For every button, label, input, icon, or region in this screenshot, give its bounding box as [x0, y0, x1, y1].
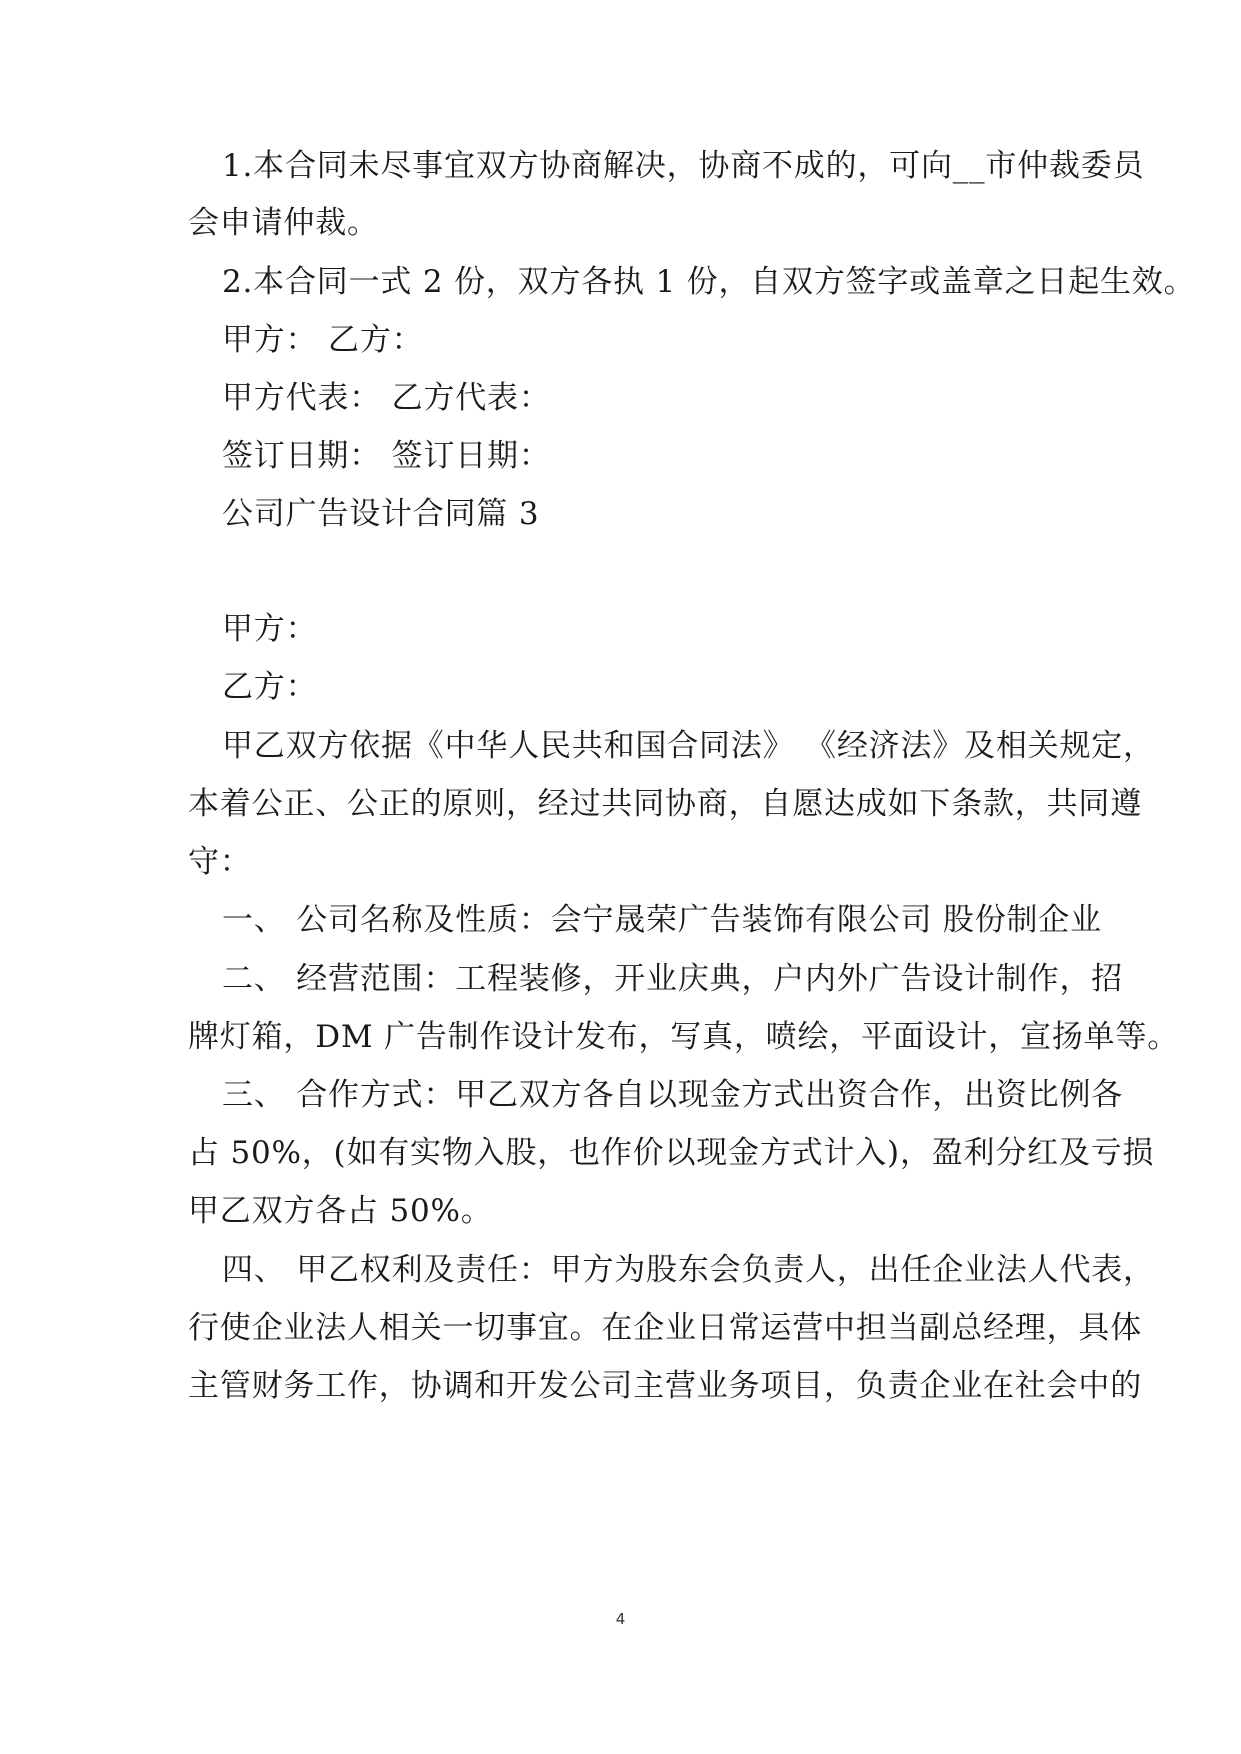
- party-signature-line: 甲方： 乙方：: [222, 322, 424, 358]
- preamble-line-1: 甲乙双方依据《中华人民共和国合同法》 《经济法》及相关规定，: [222, 728, 1155, 764]
- party-b-label: 乙方：: [222, 669, 318, 705]
- preamble-line-3: 守：: [188, 844, 252, 880]
- article-1: 一、 公司名称及性质：会宁晟荣广告装饰有限公司 股份制企业: [222, 902, 1102, 938]
- article-3-line-1: 三、 合作方式：甲乙双方各自以现金方式出资合作，出资比例各: [222, 1077, 1124, 1113]
- signing-date-line: 签订日期： 签订日期：: [222, 438, 551, 474]
- article-4-line-2: 行使企业法人相关一切事宜。在企业日常运营中担当副总经理，具体: [188, 1310, 1142, 1346]
- representative-signature-line: 甲方代表： 乙方代表：: [222, 380, 551, 416]
- article-3-line-2: 占 50%，(如有实物入股，也作价以现金方式计入)，盈利分红及亏损: [188, 1135, 1155, 1171]
- clause-1-line-1: 1.本合同未尽事宜双方协商解决，协商不成的，可向__市仲裁委员: [222, 148, 1145, 184]
- section-heading: 公司广告设计合同篇 3: [222, 496, 540, 532]
- party-a-label: 甲方：: [222, 611, 318, 647]
- article-4-line-3: 主管财务工作，协调和开发公司主营业务项目，负责企业在社会中的: [188, 1368, 1142, 1404]
- article-2-line-2: 牌灯箱，DM 广告制作设计发布，写真，喷绘，平面设计，宣扬单等。: [188, 1019, 1180, 1055]
- article-3-line-3: 甲乙双方各占 50%。: [188, 1193, 493, 1229]
- article-4-line-1: 四、 甲乙权利及责任：甲方为股东会负责人，出任企业法人代表，: [222, 1252, 1155, 1288]
- clause-1-line-2: 会申请仲裁。: [188, 205, 379, 241]
- preamble-line-2: 本着公正、公正的原则，经过共同协商，自愿达成如下条款，共同遵: [188, 786, 1142, 822]
- clause-2: 2.本合同一式 2 份，双方各执 1 份，自双方签字或盖章之日起生效。: [222, 264, 1196, 300]
- page-number: 4: [615, 1610, 626, 1628]
- article-2-line-1: 二、 经营范围：工程装修，开业庆典，户内外广告设计制作，招: [222, 961, 1124, 997]
